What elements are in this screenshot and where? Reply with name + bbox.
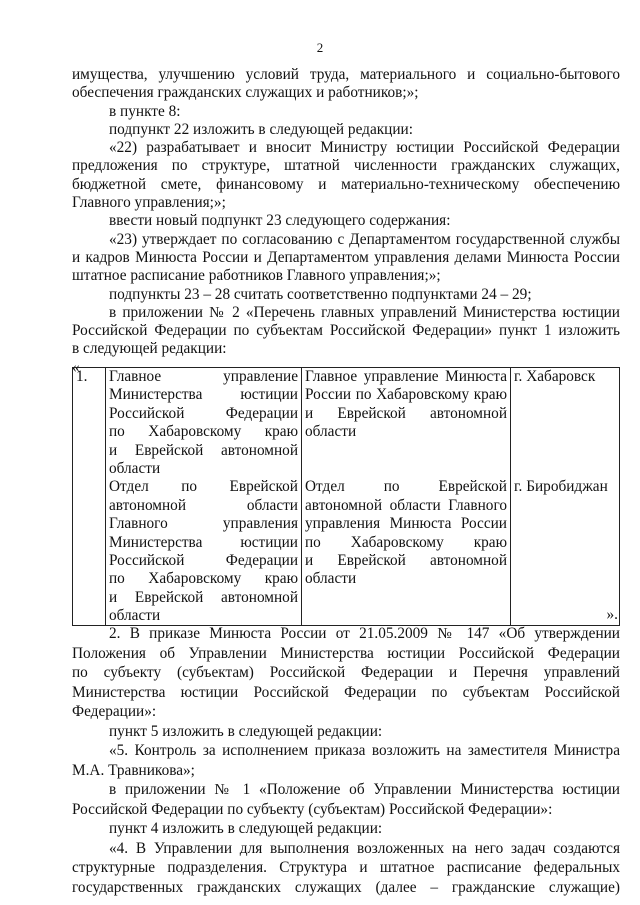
text-line: Министерства юстиции Российской Федерации по субъектам Российской <box>72 683 620 701</box>
cell-line: Отдел по Еврейской <box>305 478 507 496</box>
cell-line: Главного управления <box>109 515 298 533</box>
text-line: «22) разрабатывает и вносит Министру юстиции Российской Федерации <box>109 139 620 157</box>
old-name-cell <box>106 368 302 626</box>
text-line: в приложении № 2 «Перечень главных управлений Министерства юстиции <box>109 303 620 321</box>
cell-line: автономной области Главного <box>305 496 507 514</box>
text-line: Федерации»: <box>72 703 157 720</box>
page-number: 2 <box>316 40 324 55</box>
text-line: ввести новый подпункт 23 следующего содержания: <box>109 212 451 230</box>
city-cell <box>511 368 620 626</box>
cell-line <box>305 460 507 478</box>
spacer <box>514 405 616 423</box>
city: г. Хабаровск <box>514 368 596 385</box>
cell-line <box>305 442 507 460</box>
spacer <box>514 423 616 441</box>
cell-line: и Еврейской автономной <box>109 588 298 606</box>
departments-table <box>72 367 620 626</box>
text-line: пункт 5 изложить в следующей редакции: <box>109 722 383 740</box>
cell-line: Министерства юстиции <box>109 533 298 551</box>
text-line: бюджетной смете, финансовому и материально-техническому обеспечению <box>72 175 620 193</box>
text-line: подпункт 22 изложить в следующей редакции: <box>109 120 413 138</box>
spacer <box>514 460 616 478</box>
spacer <box>514 386 616 404</box>
text-line: пункт 4 изложить в следующей редакции: <box>109 820 383 837</box>
spacer <box>514 442 616 460</box>
text-block-top <box>72 66 620 377</box>
text-line: государственных гражданских служащих (далее – гражданские служащие) <box>72 878 620 896</box>
city: г. Биробиджан <box>514 478 608 496</box>
text-line: Положения об Управлении Министерства юстиции Российской Федерации <box>72 644 620 662</box>
cell-line: Главное управление Минюста <box>305 368 507 385</box>
text-block-bottom <box>72 624 620 897</box>
text-line: подпункты 23 – 28 считать соответственно подпунктами 24 – 29; <box>109 285 532 303</box>
text-line: « <box>72 358 80 376</box>
cell-line: Министерства юстиции <box>109 386 298 404</box>
cell-line: области <box>109 459 161 477</box>
text-line: обеспечения гражданских служащих и работников;»; <box>72 84 419 102</box>
cell-line: управления Минюста России <box>305 515 507 533</box>
cell-line: Отдел по Еврейской <box>109 478 298 496</box>
text-line: структурные подразделения. Структура и штатное расписание федеральных <box>72 859 620 876</box>
text-line: предложения по структуре, штатной численности гражданских служащих, <box>72 157 620 175</box>
cell-line: Российской Федерации <box>109 551 298 569</box>
text-line: в приложении № 1 «Положение об Управлении Министерства юстиции <box>109 781 620 798</box>
text-line: в следующей редакции: <box>72 340 227 358</box>
text-line: по субъекту (субъектам) Российской Федерации и Перечня управлений <box>72 664 620 681</box>
text-line: 2. В приказе Минюста России от 21.05.2009 № 147 «Об утверждении <box>109 625 620 642</box>
text-line: М.А. Травникова»; <box>72 761 195 779</box>
cell-line: России по Хабаровскому краю <box>305 386 507 404</box>
text-line: в пункте 8: <box>109 102 181 120</box>
cell-line: и Еврейской автономной <box>305 404 507 422</box>
cell-line: автономной области <box>109 496 298 514</box>
text-line: штатное расписание работников Главного управления;»; <box>72 267 441 285</box>
table-row <box>73 368 620 626</box>
cell-line: и Еврейской автономной <box>109 441 298 459</box>
cell-line: и Еврейской автономной <box>305 551 507 569</box>
row-number-cell <box>73 368 106 626</box>
text-line: имущества, улучшению условий труда, материального и социально-бытового <box>72 66 620 83</box>
cell-line: по Хабаровскому краю <box>109 570 298 588</box>
cell-line: области <box>109 607 161 625</box>
cell-line: области <box>305 423 357 441</box>
cell-line: по Хабаровскому краю <box>109 423 298 441</box>
cell-line: Российской Федерации <box>109 404 298 422</box>
text-line: Российской Федерации по субъекту (субъектам) Российской Федерации»: <box>72 800 553 818</box>
table-close-quote: ». <box>606 606 618 623</box>
row-number: 1. <box>76 368 88 385</box>
text-line: «5. Контроль за исполнением приказа возложить на заместителя Министра <box>109 742 620 759</box>
text-line: Российской Федерации по субъектам Российской Федерации» пункт 1 изложить <box>72 322 620 340</box>
text-line: «4. В Управлении для выполнения возложенных на него задач создаются <box>109 839 620 857</box>
text-line: «23) утверждает по согласованию с Департаментом государственной службы <box>109 230 620 248</box>
text-line: и кадров Минюста России и Департаментом управления делами Минюста России <box>72 248 620 266</box>
cell-line: Главное управление <box>109 368 298 385</box>
cell-line: по Хабаровскому краю <box>305 533 507 551</box>
new-name-cell <box>302 368 511 626</box>
cell-line: области <box>305 570 357 588</box>
text-line: Главного управления;»; <box>72 194 226 212</box>
